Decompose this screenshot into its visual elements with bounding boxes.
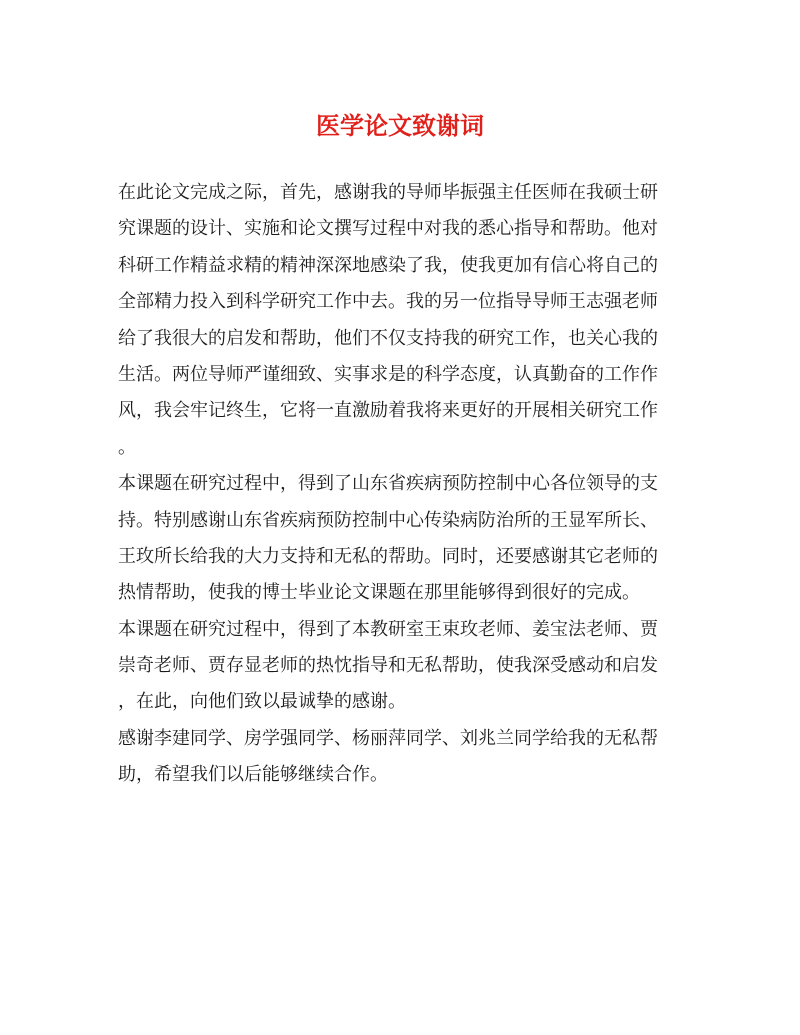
body-line: 持。特别感谢山东省疾病预防控制中心传染病防治所的王显军所长、 bbox=[118, 509, 658, 531]
body-line: 助，希望我们以后能够继续合作。 bbox=[118, 764, 388, 786]
body-line: 科研工作精益求精的精神深深地感染了我，使我更加有信心将自己的 bbox=[118, 254, 658, 276]
body-line: 本课题在研究过程中，得到了山东省疾病预防控制中心各位领导的支 bbox=[118, 473, 658, 495]
body-line: 究课题的设计、实施和论文撰写过程中对我的悉心指导和帮助。他对 bbox=[118, 218, 658, 240]
document-body bbox=[118, 175, 688, 794]
body-line: 生活。两位导师严谨细致、实事求是的科学态度，认真勤奋的工作作 bbox=[118, 363, 658, 385]
body-line: 风，我会牢记终生，它将一直激励着我将来更好的开展相关研究工作 bbox=[118, 400, 658, 422]
body-line: 感谢李建同学、房学强同学、杨丽萍同学、刘兆兰同学给我的无私帮 bbox=[118, 727, 658, 749]
body-line: 王玫所长给我的大力支持和无私的帮助。同时，还要感谢其它老师的 bbox=[118, 545, 658, 567]
body-line: 全部精力投入到科学研究工作中去。我的另一位指导导师王志强老师 bbox=[118, 291, 658, 313]
body-line: 在此论文完成之际，首先，感谢我的导师毕振强主任医师在我硕士研 bbox=[118, 182, 658, 203]
body-line: ，在此，向他们致以最诚挚的感谢。 bbox=[118, 691, 406, 713]
body-line: 。 bbox=[118, 436, 136, 458]
document-title: 医学论文致谢词 bbox=[316, 111, 484, 140]
body-line: 热情帮助，使我的博士毕业论文课题在那里能够得到很好的完成。 bbox=[118, 582, 640, 604]
body-line: 崇奇老师、贾存显老师的热忱指导和无私帮助，使我深受感动和启发 bbox=[118, 655, 658, 677]
body-line: 给了我很大的启发和帮助，他们不仅支持我的研究工作，也关心我的 bbox=[118, 327, 658, 349]
body-line: 本课题在研究过程中，得到了本教研室王束玫老师、姜宝法老师、贾 bbox=[118, 618, 658, 640]
